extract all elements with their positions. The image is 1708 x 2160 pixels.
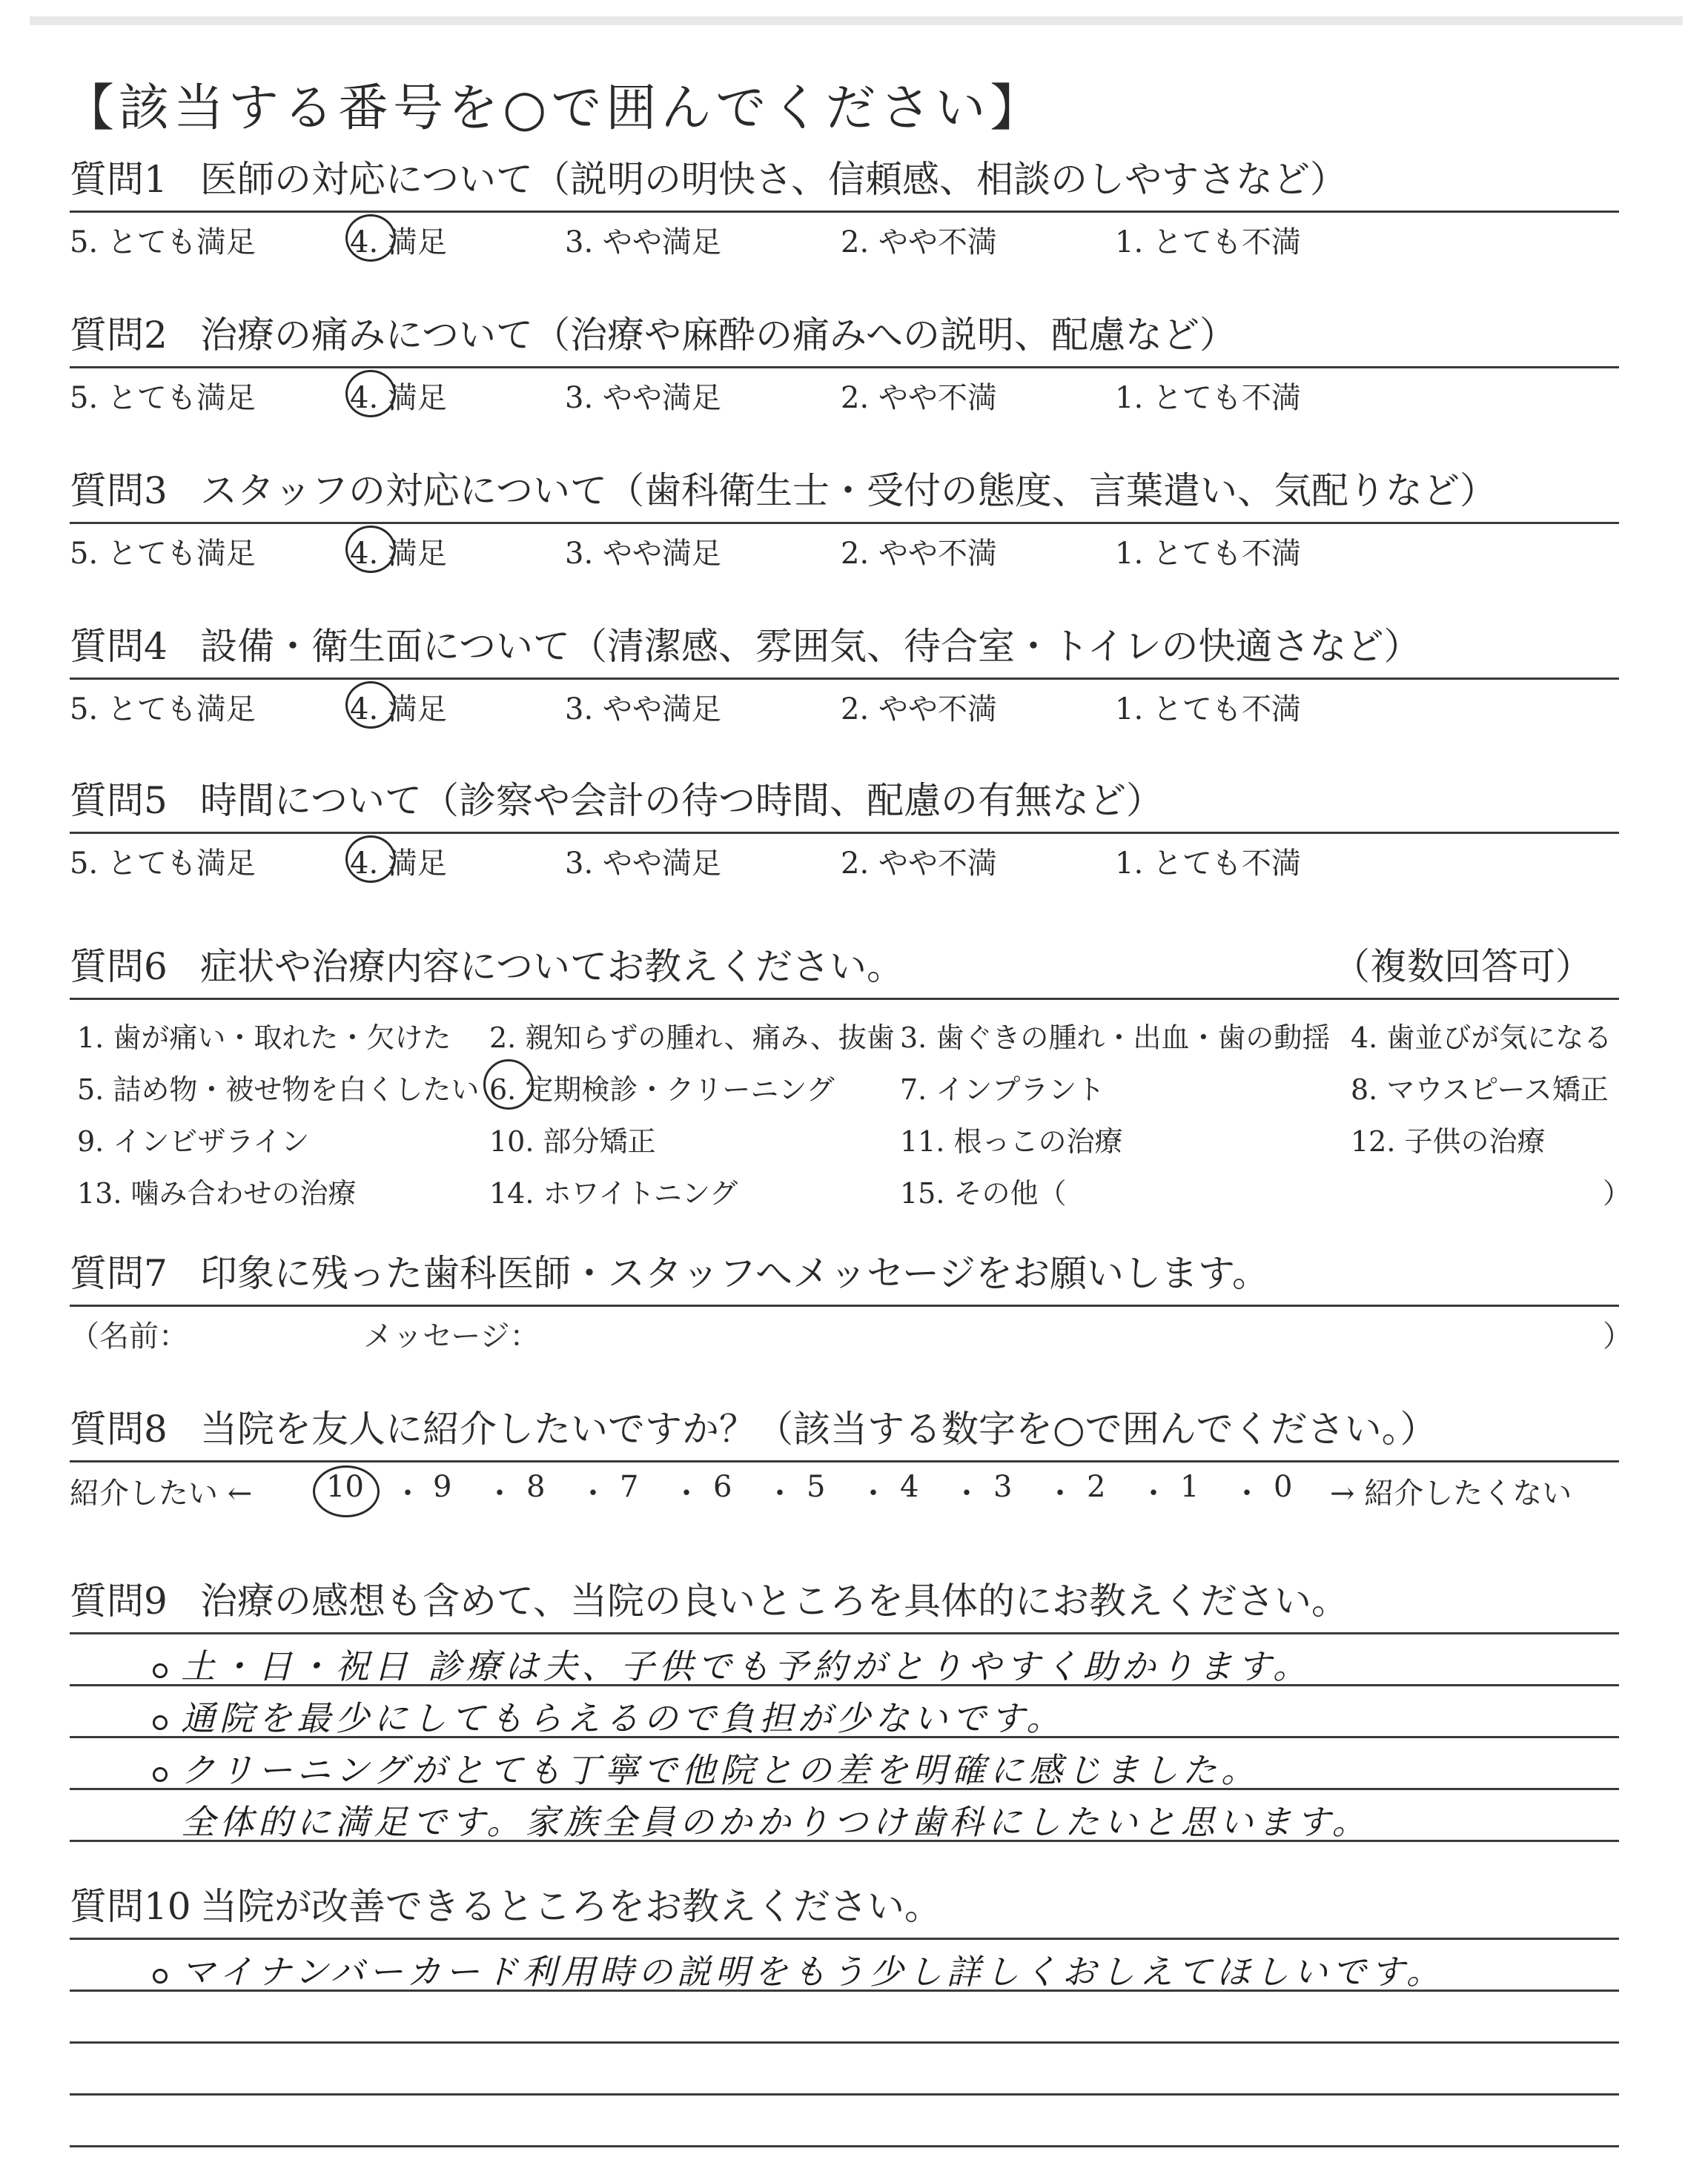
message-row (70, 1307, 1632, 1354)
question-text: 治療の痛みについて（治療や麻酔の痛みへの説明、配慮など） (200, 314, 1237, 357)
scale-value-0[interactable]: 0 (1274, 1470, 1293, 1504)
scale-separator: ・ (858, 1477, 888, 1511)
answer-line (70, 1938, 1619, 1940)
scale-value-2[interactable]: 2 (1087, 1470, 1106, 1504)
selection-circle (483, 1059, 534, 1110)
rating-options (70, 680, 1619, 727)
treatment-option[interactable]: 11. 根っこの治療 (900, 1125, 1123, 1158)
option-satisfied[interactable]: 4. 満足 (350, 847, 447, 881)
option-very-dissatisfied[interactable]: 1. とても不満 (1115, 381, 1301, 415)
question-text: 時間について（診察や会計の待つ時間、配慮の有無など） (200, 779, 1163, 822)
option-very-satisfied[interactable]: 5. とても満足 (70, 381, 256, 415)
option-somewhat-dissatisfied[interactable]: 2. やや不満 (841, 847, 997, 881)
rating-options (70, 213, 1619, 260)
treatment-options (70, 1000, 1632, 1210)
question-text: 症状や治療内容についてお教えください。 (200, 945, 904, 988)
question-header (70, 935, 1619, 1000)
scale-separator: ・ (672, 1477, 701, 1511)
treatment-option[interactable]: 1. 歯が痛い・取れた・欠けた (77, 1021, 451, 1054)
question-header (70, 1570, 1619, 1632)
answer-line (70, 1632, 1619, 1634)
scale-value-7[interactable]: 7 (620, 1470, 639, 1504)
page-title: 【該当する番号を○で囲んでください】 (64, 79, 1045, 138)
rating-options (70, 524, 1619, 572)
scale-value-4[interactable]: 4 (900, 1470, 919, 1504)
scale-separator: ・ (952, 1477, 982, 1511)
name-label: （名前： (70, 1319, 188, 1354)
option-somewhat-satisfied[interactable]: 3. やや満足 (565, 692, 721, 726)
handwritten-answer: 通院を最少にしてもらえるので負担が少ないです。 (181, 1698, 1065, 1738)
question-header (70, 1242, 1619, 1307)
scale-left-label: 紹介したい ← (70, 1477, 253, 1511)
option-very-dissatisfied[interactable]: 1. とても不満 (1115, 537, 1301, 571)
treatment-option[interactable]: 5. 詰め物・被せ物を白くしたい (77, 1073, 480, 1106)
question-text: 当院が改善できるところをお教えください。 (200, 1885, 941, 1928)
question-header (70, 769, 1619, 834)
scale-value-10[interactable]: 10 (326, 1470, 364, 1504)
answer-lines (70, 1938, 1619, 2160)
multiple-answers-note: （複数回答可） (1333, 945, 1592, 988)
scale-separator: ・ (1045, 1477, 1075, 1511)
option-very-satisfied[interactable]: 5. とても満足 (70, 537, 256, 571)
question-text: 医師の対応について（説明の明快さ、信頼感、相談のしやすさなど） (200, 158, 1347, 201)
question-label: 質問2 (70, 314, 168, 357)
question-header (70, 148, 1619, 213)
question-label: 質問4 (70, 625, 168, 668)
bullet-mark (153, 1767, 168, 1782)
question-10 (70, 1875, 1619, 2160)
treatment-option[interactable]: 15. その他（ (900, 1177, 1067, 1210)
other-close-paren: ） (1603, 1177, 1632, 1210)
option-very-dissatisfied[interactable]: 1. とても不満 (1115, 692, 1301, 726)
question-header (70, 460, 1619, 524)
question-8 (70, 1398, 1619, 1514)
option-somewhat-dissatisfied[interactable]: 2. やや不満 (841, 537, 997, 571)
treatment-option[interactable]: 10. 部分矯正 (489, 1125, 656, 1158)
treatment-option[interactable]: 2. 親知らずの腫れ、痛み、抜歯 (489, 1021, 895, 1054)
option-very-satisfied[interactable]: 5. とても満足 (70, 225, 256, 259)
option-satisfied[interactable]: 4. 満足 (350, 537, 447, 571)
option-very-satisfied[interactable]: 5. とても満足 (70, 692, 256, 726)
question-label: 質問1 (70, 158, 168, 201)
treatment-option[interactable]: 9. インビザライン (77, 1125, 310, 1158)
option-somewhat-dissatisfied[interactable]: 2. やや不満 (841, 692, 997, 726)
bullet-mark (153, 1663, 168, 1678)
scale-separator: ・ (485, 1477, 514, 1511)
scale-separator: ・ (1139, 1477, 1168, 1511)
scale-right-label: → 紹介したくない (1330, 1477, 1572, 1511)
option-very-dissatisfied[interactable]: 1. とても不満 (1115, 225, 1301, 259)
handwritten-answer: 全体的に満足です。家族全員のかかりつけ歯科にしたいと思います。 (181, 1802, 1371, 1842)
treatment-option[interactable]: 13. 噛み合わせの治療 (77, 1177, 357, 1210)
selection-circle (345, 526, 396, 573)
option-somewhat-satisfied[interactable]: 3. やや満足 (565, 381, 721, 415)
selection-circle (313, 1465, 380, 1517)
scale-separator: ・ (578, 1477, 608, 1511)
scale-separator: ・ (1232, 1477, 1262, 1511)
scale-value-8[interactable]: 8 (526, 1470, 546, 1504)
handwritten-answer: 土・日・祝日 診療は夫、子供でも予約がとりやすく助かります。 (181, 1646, 1311, 1686)
option-somewhat-dissatisfied[interactable]: 2. やや不満 (841, 381, 997, 415)
question-6 (70, 935, 1632, 1210)
question-text: スタッフの対応について（歯科衛生士・受付の態度、言葉遣い、気配りなど） (200, 469, 1497, 512)
question-4 (70, 615, 1619, 727)
scan-top-edge (30, 16, 1683, 25)
rating-options (70, 368, 1619, 416)
scale-value-1[interactable]: 1 (1180, 1470, 1199, 1504)
handwritten-answer: マイナンバーカード利用時の説明をもう少し詳しくおしえてほしいです。 (181, 1952, 1445, 1992)
treatment-option[interactable]: 12. 子供の治療 (1351, 1125, 1546, 1158)
bullet-mark (153, 1715, 168, 1730)
question-header (70, 615, 1619, 680)
scale-separator: ・ (765, 1477, 795, 1511)
option-satisfied[interactable]: 4. 満足 (350, 225, 447, 259)
question-label: 質問6 (70, 945, 168, 988)
question-label: 質問8 (70, 1408, 168, 1451)
option-very-satisfied[interactable]: 5. とても満足 (70, 847, 256, 881)
treatment-option[interactable]: 7. インプラント (900, 1073, 1105, 1106)
question-2 (70, 304, 1619, 416)
treatment-option[interactable]: 6. 定期検診・クリーニング (489, 1073, 835, 1106)
scale-value-9[interactable]: 9 (433, 1470, 452, 1504)
question-text: 当院を友人に紹介したいですか？（該当する数字を○で囲んでください。） (200, 1408, 1437, 1451)
treatment-option[interactable]: 8. マウスピース矯正 (1351, 1073, 1609, 1106)
question-7 (70, 1242, 1632, 1354)
question-label: 質問5 (70, 779, 168, 822)
question-header (70, 304, 1619, 368)
selection-circle (345, 835, 396, 883)
question-label: 質問9 (70, 1580, 168, 1623)
question-5 (70, 769, 1619, 881)
scale-value-6[interactable]: 6 (713, 1470, 732, 1504)
option-very-dissatisfied[interactable]: 1. とても不満 (1115, 847, 1301, 881)
option-satisfied[interactable]: 4. 満足 (350, 381, 447, 415)
option-satisfied[interactable]: 4. 満足 (350, 692, 447, 726)
option-somewhat-dissatisfied[interactable]: 2. やや不満 (841, 225, 997, 259)
treatment-option[interactable]: 3. 歯ぐきの腫れ・出血・歯の動揺 (900, 1021, 1331, 1054)
answer-line (70, 2041, 1619, 2044)
question-text: 治療の感想も含めて、当院の良いところを具体的にお教えください。 (200, 1580, 1348, 1623)
handwritten-answer: クリーニングがとても丁寧で他院との差を明確に感じました。 (181, 1750, 1260, 1790)
scale-value-5[interactable]: 5 (807, 1470, 826, 1504)
question-text: 印象に残った歯科医師・スタッフへメッセージをお願いします。 (200, 1252, 1269, 1295)
question-header (70, 1875, 1619, 1938)
question-label: 質問7 (70, 1252, 168, 1295)
option-somewhat-satisfied[interactable]: 3. やや満足 (565, 847, 721, 881)
bullet-mark (153, 1969, 168, 1984)
option-somewhat-satisfied[interactable]: 3. やや満足 (565, 225, 721, 259)
rating-options (70, 834, 1619, 881)
answer-line (70, 2145, 1619, 2147)
scale-separator: ・ (393, 1477, 423, 1511)
treatment-option[interactable]: 14. ホワイトニング (489, 1177, 738, 1210)
message-close-paren: ） (1603, 1319, 1632, 1354)
treatment-option[interactable]: 4. 歯並びが気になる (1351, 1021, 1612, 1054)
question-label: 質問3 (70, 469, 168, 512)
question-1 (70, 148, 1619, 260)
question-3 (70, 460, 1619, 572)
question-header (70, 1398, 1619, 1462)
selection-circle (345, 681, 396, 729)
referral-scale (70, 1462, 1619, 1514)
question-text: 設備・衛生面について（清潔感、雰囲気、待合室・トイレの快適さなど） (200, 625, 1421, 668)
question-label: 質問10 (70, 1885, 191, 1928)
selection-circle (345, 370, 396, 417)
message-label: メッセージ： (363, 1319, 540, 1354)
option-somewhat-satisfied[interactable]: 3. やや満足 (565, 537, 721, 571)
answer-line (70, 2093, 1619, 2096)
selection-circle (345, 214, 396, 262)
scale-value-3[interactable]: 3 (993, 1470, 1013, 1504)
